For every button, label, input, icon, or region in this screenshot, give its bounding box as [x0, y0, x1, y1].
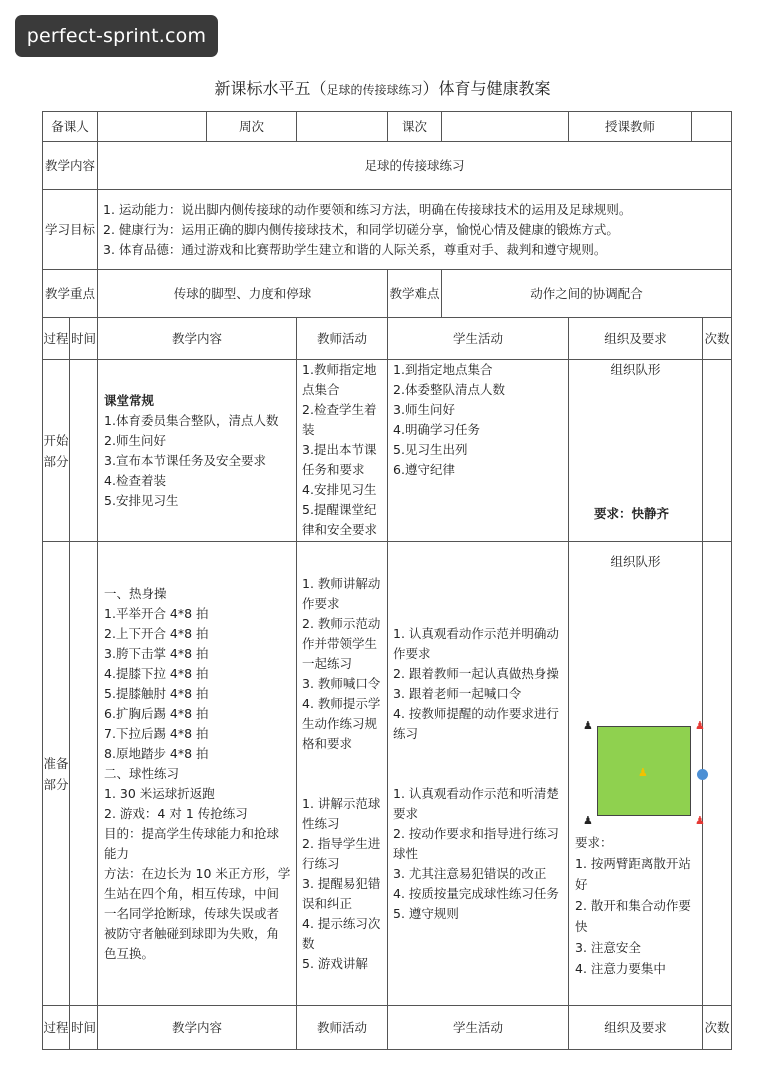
- prep-teacher-item: 3. 教师喊口令: [302, 675, 381, 691]
- start-content-item: 3.宣布本节课任务及安全要求: [104, 452, 266, 468]
- goal-item: 3. 体育品德：通过游戏和比赛帮助学生建立和谐的人际关系，尊重对手、裁判和遵守规则。: [103, 241, 607, 257]
- start-student-item: 6.遵守纪律: [393, 462, 455, 477]
- prep-teacher-item: 2. 指导学生进行练习: [302, 835, 381, 871]
- title-prefix: 新课标水平五（: [214, 79, 327, 98]
- goals-label: 学习目标: [43, 190, 98, 270]
- col-student-bottom: 学生活动: [388, 1006, 569, 1050]
- col-student: 学生活动: [388, 318, 569, 360]
- goals-cell: [98, 190, 732, 270]
- prep-teacher-label: 备课人: [43, 112, 98, 142]
- prep-student-item: 2. 跟着教师一起认真做热身操: [393, 665, 559, 681]
- teacher-label: 授课教师: [569, 112, 692, 142]
- watermark: perfect-sprint.com: [15, 15, 218, 57]
- prep-student-item: 5. 遵守规则: [393, 905, 459, 921]
- prep-teacher-item: 1. 教师讲解动作要求: [302, 575, 381, 611]
- content-row: [43, 142, 732, 190]
- teacher-value: [692, 112, 732, 142]
- start-content-cell: [98, 360, 297, 542]
- prep-content-item: 3.胯下击掌 4*8 拍: [104, 645, 209, 661]
- start-org-req: 要求：快静齐: [594, 506, 670, 521]
- goals-row: [43, 190, 732, 270]
- title-suffix: ）体育与健康教案: [422, 79, 551, 98]
- start-content-item: 5.安排见习生: [104, 492, 179, 508]
- start-student-item: 5.见习生出列: [393, 442, 468, 457]
- col-time: 时间: [70, 318, 98, 360]
- start-teacher-item: 2.检查学生着装: [302, 402, 377, 437]
- key-row: [43, 270, 732, 318]
- lesson-plan-table: [42, 111, 732, 1050]
- prep-teacher-item: 2. 教师示范动作并带领学生一起练习: [302, 615, 381, 671]
- col-process-bottom: 过程: [43, 1006, 70, 1050]
- start-student-item: 3.师生问好: [393, 402, 455, 417]
- prep-org-req-item: 3. 注意安全: [575, 940, 641, 955]
- start-section-row: [43, 360, 732, 542]
- start-time-cell: [70, 360, 98, 542]
- center-player-figure-icon: ♟: [638, 766, 648, 779]
- start-org-title: 组织队形: [610, 362, 661, 377]
- prep-time-cell: [70, 542, 98, 1006]
- prep-content-item: 5.提膝触肘 4*8 拍: [104, 685, 209, 701]
- prep-content-item: 7.下拉后踢 4*8 拍: [104, 725, 209, 741]
- start-student-item: 1.到指定地点集合: [393, 362, 493, 377]
- start-content-item: 1.体育委员集合整队，清点人数: [104, 412, 279, 428]
- start-count-cell: [703, 360, 732, 542]
- prep-student-item: 4. 按质按量完成球性练习任务: [393, 885, 559, 901]
- prep-student-cell: [388, 542, 569, 1006]
- start-content-item: 2.师生问好: [104, 432, 166, 448]
- prep-teacher-item: 3. 提醒易犯错误和纠正: [302, 875, 381, 911]
- start-teacher-item: 5.提醒课堂纪律和安全要求: [302, 502, 378, 537]
- prep-student-item: 1. 认真观看动作示范和听清楚要求: [393, 785, 559, 821]
- col-count: 次数: [703, 318, 732, 360]
- bottom-column-header-row: [43, 1006, 732, 1050]
- player-figure-icon: ♟: [695, 719, 705, 732]
- goal-item: 1. 运动能力：说出脚内侧传接球的动作要领和练习方法，明确在传接球技术的运用及足球规则。: [103, 201, 632, 217]
- corner-figure-icon: ♟: [583, 814, 593, 827]
- ball-icon: [697, 769, 708, 780]
- start-student-item: 2.体委整队清点人数: [393, 382, 505, 397]
- prep-student-item: 2. 按动作要求和指导进行练习球性: [393, 825, 559, 861]
- prep-teacher-item: 4. 提示练习次数: [302, 915, 381, 951]
- prep-org-blank: [569, 572, 702, 702]
- week-value: [297, 112, 388, 142]
- col-content-bottom: 教学内容: [98, 1006, 297, 1050]
- start-content-item: 4.检查着装: [104, 472, 166, 488]
- start-student-item: 4.明确学习任务: [393, 422, 480, 437]
- start-org-diagram: [574, 380, 697, 504]
- prep-section-row: [43, 542, 732, 1006]
- col-time-bottom: 时间: [70, 1006, 98, 1050]
- prep-content-item: 一、热身操: [104, 585, 167, 601]
- week-label: 周次: [207, 112, 297, 142]
- prep-content-cell: [98, 542, 297, 1006]
- lesson-no-value: [442, 112, 569, 142]
- column-header-row: [43, 318, 732, 360]
- prep-content-item: 1.平举开合 4*8 拍: [104, 605, 209, 621]
- prep-content-item: 方法：在边长为 10 米正方形，学生站在四个角，相互传球，中间一名同学抢断球，传球失误或者被防守者触碰到球即为失败，角色互换。: [104, 865, 291, 961]
- prep-teacher-item: 5. 游戏讲解: [302, 955, 368, 971]
- goal-item: 2. 健康行为：运用正确的脚内侧传接球技术，和同学切磋分享，愉悦心情及健康的锻炼方式。: [103, 221, 619, 237]
- prep-content-item: 2. 游戏：4 对 1 传抢练习: [104, 805, 248, 821]
- start-content-title: 课堂常规: [104, 392, 155, 408]
- col-org: 组织及要求: [569, 318, 703, 360]
- prep-teacher-value: [98, 112, 207, 142]
- prep-content-item: 二、球性练习: [104, 765, 180, 781]
- passing-drill-diagram: [577, 714, 737, 832]
- start-student-cell: [388, 360, 569, 542]
- prep-org-req-label: 要求：: [575, 835, 613, 850]
- page-title: [0, 76, 765, 99]
- prep-content-item: 1. 30 米运球折返跑: [104, 785, 215, 801]
- difficulty-label: 教学难点: [388, 270, 442, 318]
- col-content: 教学内容: [98, 318, 297, 360]
- header-row: [43, 112, 732, 142]
- prep-section-label: 准备部分: [43, 542, 70, 1006]
- prep-content-item: 6.扩胸后踢 4*8 拍: [104, 705, 209, 721]
- start-org-cell: [569, 360, 703, 542]
- prep-content-item: 4.提膝下拉 4*8 拍: [104, 665, 209, 681]
- spacer: [302, 754, 382, 794]
- start-teacher-item: 4.安排见习生: [302, 482, 377, 497]
- prep-student-item: 4. 按教师提醒的动作要求进行练习: [393, 705, 559, 741]
- prep-org-requirements: [569, 832, 702, 979]
- col-process: 过程: [43, 318, 70, 360]
- prep-org-req-item: 2. 散开和集合动作要快: [575, 898, 691, 934]
- content-label: 教学内容: [43, 142, 98, 190]
- key-label: 教学重点: [43, 270, 98, 318]
- prep-org-req-item: 1. 按两臂距离散开站好: [575, 856, 691, 892]
- start-teacher-cell: [297, 360, 388, 542]
- col-count-bottom: 次数: [703, 1006, 732, 1050]
- start-section-label: 开始部分: [43, 360, 70, 542]
- corner-player-figure-icon: ♟: [695, 814, 705, 827]
- prep-org-cell: [569, 542, 703, 1006]
- content-value: 足球的传接球练习: [98, 142, 732, 190]
- col-org-bottom: 组织及要求: [569, 1006, 703, 1050]
- key-value: 传球的脚型、力度和停球: [98, 270, 388, 318]
- prep-content-item: 目的：提高学生传球能力和抢球能力: [104, 825, 280, 861]
- prep-teacher-cell: [297, 542, 388, 1006]
- col-teacher-bottom: 教师活动: [297, 1006, 388, 1050]
- col-teacher: 教师活动: [297, 318, 388, 360]
- start-teacher-item: 1.教师指定地点集合: [302, 362, 377, 397]
- prep-teacher-item: 1. 讲解示范球性练习: [302, 795, 381, 831]
- lesson-no-label: 课次: [388, 112, 442, 142]
- prep-student-item: 3. 尤其注意易犯错误的改正: [393, 865, 547, 881]
- title-subtitle: 足球的传接球练习: [326, 83, 423, 97]
- prep-content-item: 8.原地踏步 4*8 拍: [104, 745, 209, 761]
- start-teacher-item: 3.提出本节课任务和要求: [302, 442, 377, 477]
- prep-content-item: 2.上下开合 4*8 拍: [104, 625, 209, 641]
- spacer: [393, 744, 563, 784]
- difficulty-value: 动作之间的协调配合: [442, 270, 732, 318]
- defender-figure-icon: ♟: [583, 719, 593, 732]
- prep-student-item: 3. 跟着老师一起喊口令: [393, 685, 522, 701]
- prep-student-item: 1. 认真观看动作示范并明确动作要求: [393, 625, 559, 661]
- prep-teacher-item: 4. 教师提示学生动作练习规格和要求: [302, 695, 381, 751]
- prep-org-title: 组织队形: [610, 554, 661, 569]
- prep-org-req-item: 4. 注意力要集中: [575, 961, 666, 976]
